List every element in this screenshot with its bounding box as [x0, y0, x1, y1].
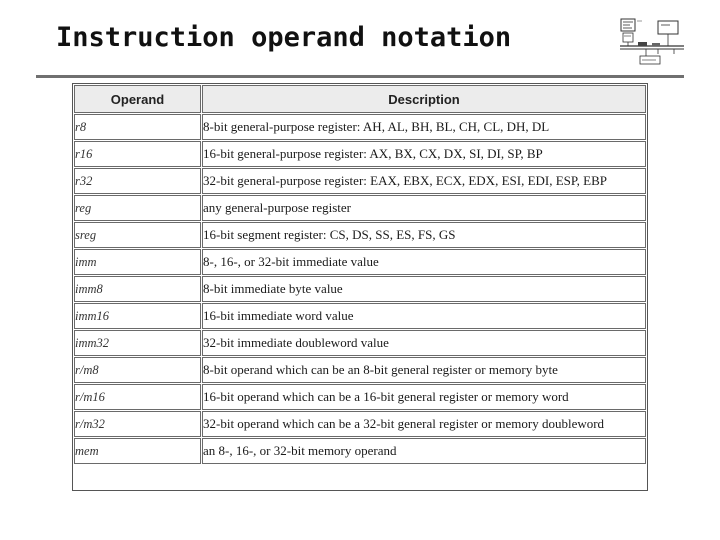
operand-table [72, 83, 648, 491]
operand-cell: r32 [74, 168, 201, 194]
description-cell: an 8-, 16-, or 32-bit memory operand [202, 438, 646, 464]
table-header-row [74, 85, 646, 113]
table-row [74, 384, 646, 410]
table-row [74, 303, 646, 329]
operand-cell: r/m32 [74, 411, 201, 437]
operand-cell: r8 [74, 114, 201, 140]
table-row [74, 222, 646, 248]
description-cell: 8-bit operand which can be an 8-bit general register or memory byte [202, 357, 646, 383]
operand-cell: imm [74, 249, 201, 275]
operand-cell: r/m8 [74, 357, 201, 383]
description-cell: 16-bit general-purpose register: AX, BX, CX, DX, SI, DI, SP, BP [202, 141, 646, 167]
description-cell: 32-bit immediate doubleword value [202, 330, 646, 356]
table-row [74, 168, 646, 194]
table-row [74, 276, 646, 302]
title-divider [36, 75, 684, 78]
description-cell: any general-purpose register [202, 195, 646, 221]
table-row [74, 330, 646, 356]
operand-cell: r/m16 [74, 384, 201, 410]
description-cell: 16-bit operand which can be a 16-bit general register or memory word [202, 384, 646, 410]
operand-cell: sreg [74, 222, 201, 248]
network-diagram-icon [618, 16, 688, 68]
table-row [74, 411, 646, 437]
table-row [74, 114, 646, 140]
slide-title: Instruction operand notation [56, 22, 512, 53]
operand-cell: imm16 [74, 303, 201, 329]
operand-table-grid [73, 84, 647, 465]
description-cell: 8-, 16-, or 32-bit immediate value [202, 249, 646, 275]
description-cell: 16-bit segment register: CS, DS, SS, ES, FS, GS [202, 222, 646, 248]
description-column-header: Description [202, 85, 646, 113]
table-row [74, 357, 646, 383]
operand-cell: mem [74, 438, 201, 464]
operand-cell: r16 [74, 141, 201, 167]
table-row [74, 141, 646, 167]
operand-column-header: Operand [74, 85, 201, 113]
table-row [74, 249, 646, 275]
description-cell: 32-bit general-purpose register: EAX, EBX, ECX, EDX, ESI, EDI, ESP, EBP [202, 168, 646, 194]
operand-cell: imm32 [74, 330, 201, 356]
description-cell: 16-bit immediate word value [202, 303, 646, 329]
table-row [74, 195, 646, 221]
description-cell: 8-bit immediate byte value [202, 276, 646, 302]
description-cell: 8-bit general-purpose register: AH, AL, BH, BL, CH, CL, DH, DL [202, 114, 646, 140]
description-cell: 32-bit operand which can be a 32-bit general register or memory doubleword [202, 411, 646, 437]
operand-cell: imm8 [74, 276, 201, 302]
table-row [74, 438, 646, 464]
operand-cell: reg [74, 195, 201, 221]
